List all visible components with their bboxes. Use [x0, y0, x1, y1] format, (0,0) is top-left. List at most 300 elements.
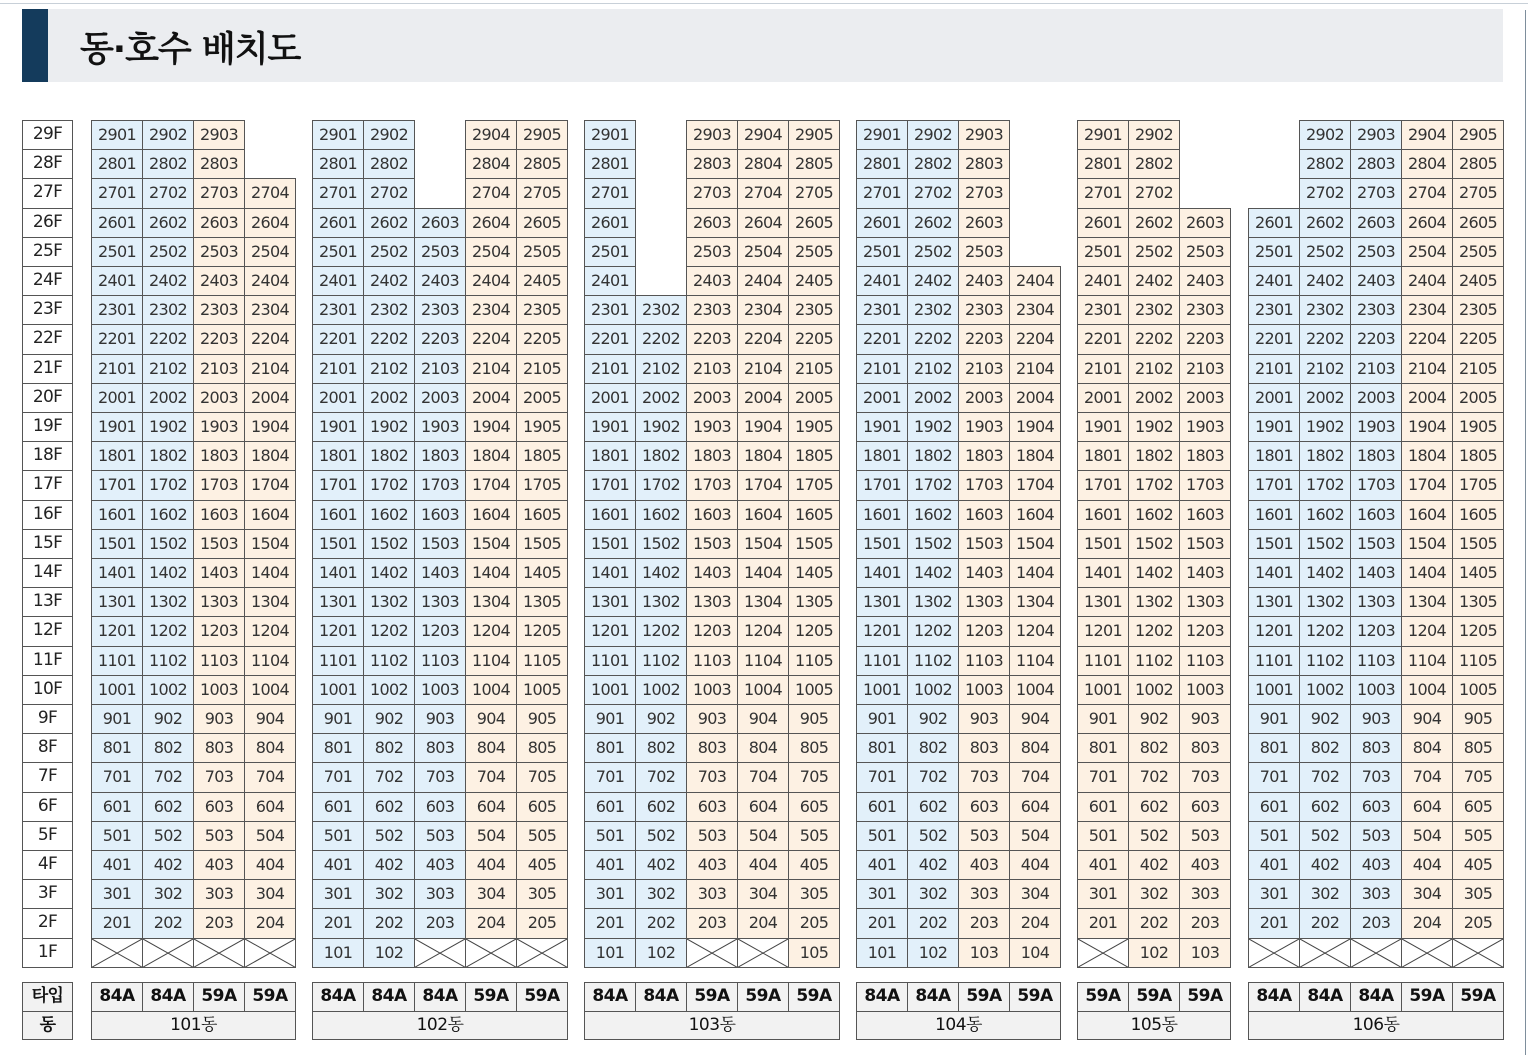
floor-label: 23F: [22, 295, 73, 325]
floor-label: 9F: [22, 704, 73, 734]
unit-cell: 2905: [516, 120, 568, 150]
unit-cell: 2104: [465, 354, 517, 384]
unit-cell: 805: [516, 733, 568, 763]
unit-cell: 2103: [958, 354, 1010, 384]
unit-cell: 2201: [1248, 324, 1300, 354]
unit-cell: 2801: [584, 149, 636, 179]
unit-cell: 401: [584, 850, 636, 880]
unit-cell: 2204: [465, 324, 517, 354]
unit-cell: 405: [1452, 850, 1504, 880]
unit-cell: 2602: [1299, 208, 1351, 238]
unit-cell: 2102: [635, 354, 687, 384]
unit-cell: 1301: [91, 587, 143, 617]
unit-cell-empty: [1350, 938, 1402, 968]
unit-cell: 1105: [1452, 646, 1504, 676]
unit-cell: 2501: [1077, 237, 1129, 267]
unit-cell: 1902: [635, 412, 687, 442]
unit-type-label: 59A: [958, 982, 1010, 1012]
unit-cell: 1403: [686, 558, 738, 588]
unit-cell: 602: [363, 792, 415, 822]
unit-cell: 404: [1009, 850, 1061, 880]
unit-cell: 202: [142, 908, 194, 938]
unit-cell: 2703: [1350, 178, 1402, 208]
unit-cell: 1101: [1248, 646, 1300, 676]
unit-cell: 1802: [142, 441, 194, 471]
unit-cell: 704: [1401, 762, 1453, 792]
unit-cell: 201: [91, 908, 143, 938]
unit-cell: 605: [1452, 792, 1504, 822]
unit-cell: 501: [91, 821, 143, 851]
unit-cell: 2102: [1128, 354, 1180, 384]
unit-cell: 1703: [686, 470, 738, 500]
unit-cell: 703: [958, 762, 1010, 792]
unit-cell: 1603: [1350, 500, 1402, 530]
unit-cell: 2604: [244, 208, 296, 238]
unit-cell: 1103: [193, 646, 245, 676]
unit-cell: 2802: [907, 149, 959, 179]
unit-cell: 204: [737, 908, 789, 938]
floor-label: 22F: [22, 324, 73, 354]
unit-cell: 1903: [1179, 412, 1231, 442]
unit-cell: 101: [856, 938, 908, 968]
unit-cell: 1203: [414, 616, 466, 646]
unit-cell: 1102: [1299, 646, 1351, 676]
unit-cell: 1702: [1299, 470, 1351, 500]
unit-cell: 303: [1350, 879, 1402, 909]
unit-cell: 1501: [856, 529, 908, 559]
unit-cell: 2301: [1077, 295, 1129, 325]
unit-cell: 601: [91, 792, 143, 822]
unit-cell: 1003: [414, 675, 466, 705]
unit-cell-empty: [686, 938, 738, 968]
unit-cell: 1602: [363, 500, 415, 530]
unit-cell: 2104: [1009, 354, 1061, 384]
unit-cell: 1901: [1077, 412, 1129, 442]
unit-cell: 1804: [244, 441, 296, 471]
unit-cell: 2204: [244, 324, 296, 354]
unit-cell: 2705: [788, 178, 840, 208]
unit-cell: 2902: [1128, 120, 1180, 150]
unit-cell: 703: [686, 762, 738, 792]
unit-cell: 305: [1452, 879, 1504, 909]
unit-cell: 2905: [788, 120, 840, 150]
unit-cell: 1803: [958, 441, 1010, 471]
unit-cell: 803: [1350, 733, 1402, 763]
unit-cell: 1201: [584, 616, 636, 646]
unit-cell: 2302: [1128, 295, 1180, 325]
unit-cell: 703: [193, 762, 245, 792]
no-unit-cross-icon: [143, 939, 193, 967]
unit-cell: 503: [686, 821, 738, 851]
unit-cell: 1601: [584, 500, 636, 530]
unit-cell: 2105: [516, 354, 568, 384]
unit-cell: 2802: [363, 149, 415, 179]
unit-cell: 1904: [1009, 412, 1061, 442]
unit-cell: 2003: [686, 383, 738, 413]
unit-cell: 1104: [244, 646, 296, 676]
unit-cell: 803: [193, 733, 245, 763]
unit-cell: 2603: [193, 208, 245, 238]
unit-cell: 1102: [363, 646, 415, 676]
unit-cell: 701: [1248, 762, 1300, 792]
unit-cell: 801: [1248, 733, 1300, 763]
unit-cell: 2102: [1299, 354, 1351, 384]
unit-cell: 2303: [1350, 295, 1402, 325]
unit-cell: 1302: [1128, 587, 1180, 617]
unit-cell: 2405: [516, 266, 568, 296]
unit-cell: 1905: [516, 412, 568, 442]
unit-cell: 501: [312, 821, 364, 851]
unit-cell: 604: [244, 792, 296, 822]
unit-cell: 2401: [856, 266, 908, 296]
unit-cell: 1702: [907, 470, 959, 500]
unit-cell: 2502: [363, 237, 415, 267]
unit-cell: 1803: [193, 441, 245, 471]
unit-cell: 1304: [1401, 587, 1453, 617]
unit-cell: 1002: [907, 675, 959, 705]
unit-cell: 1404: [1009, 558, 1061, 588]
unit-cell: 1503: [686, 529, 738, 559]
unit-cell: 1202: [1128, 616, 1180, 646]
unit-cell: 1902: [907, 412, 959, 442]
unit-cell: 2304: [1401, 295, 1453, 325]
unit-cell: 1701: [312, 470, 364, 500]
type-legend-label: 타입: [22, 982, 73, 1012]
unit-cell: 1705: [1452, 470, 1504, 500]
unit-cell: 701: [584, 762, 636, 792]
unit-cell: 2905: [1452, 120, 1504, 150]
unit-cell: 1903: [193, 412, 245, 442]
unit-cell: 301: [1077, 879, 1129, 909]
unit-cell: 2301: [856, 295, 908, 325]
unit-cell: 203: [686, 908, 738, 938]
unit-cell: 2103: [414, 354, 466, 384]
unit-cell: 2502: [907, 237, 959, 267]
unit-cell: 2205: [516, 324, 568, 354]
unit-cell: 602: [1128, 792, 1180, 822]
unit-cell: 205: [788, 908, 840, 938]
floor-label: 21F: [22, 354, 73, 384]
unit-type-label: 84A: [363, 982, 415, 1012]
unit-cell: 203: [414, 908, 466, 938]
unit-cell: 103: [958, 938, 1010, 968]
unit-cell: 1201: [1077, 616, 1129, 646]
unit-cell: 1601: [1248, 500, 1300, 530]
unit-cell: 505: [516, 821, 568, 851]
unit-cell: 2705: [1452, 178, 1504, 208]
unit-cell: 701: [312, 762, 364, 792]
unit-cell: 1205: [1452, 616, 1504, 646]
unit-cell-empty: [737, 938, 789, 968]
unit-cell: 2601: [91, 208, 143, 238]
unit-cell: 2502: [1299, 237, 1351, 267]
unit-cell: 1403: [958, 558, 1010, 588]
unit-cell: 2801: [1077, 149, 1129, 179]
unit-cell: 2101: [1248, 354, 1300, 384]
unit-cell: 2404: [244, 266, 296, 296]
unit-cell: 2305: [1452, 295, 1504, 325]
unit-cell: 2005: [516, 383, 568, 413]
unit-cell: 2105: [1452, 354, 1504, 384]
unit-cell: 1603: [414, 500, 466, 530]
unit-cell: 1303: [686, 587, 738, 617]
unit-type-label: 59A: [1009, 982, 1061, 1012]
unit-cell: 403: [1179, 850, 1231, 880]
unit-cell: 2001: [312, 383, 364, 413]
unit-cell: 503: [414, 821, 466, 851]
unit-cell: 1804: [737, 441, 789, 471]
unit-cell: 602: [907, 792, 959, 822]
unit-cell: 1904: [244, 412, 296, 442]
building-name: 104동: [856, 1011, 1061, 1040]
unit-cell: 602: [1299, 792, 1351, 822]
floor-label: 15F: [22, 529, 73, 559]
unit-type-label: 59A: [193, 982, 245, 1012]
unit-cell: 1704: [737, 470, 789, 500]
unit-cell: 2005: [788, 383, 840, 413]
unit-cell: 2403: [958, 266, 1010, 296]
unit-cell: 601: [312, 792, 364, 822]
unit-cell: 1905: [1452, 412, 1504, 442]
unit-cell: 1303: [1179, 587, 1231, 617]
unit-cell: 2304: [1009, 295, 1061, 325]
unit-cell: 804: [465, 733, 517, 763]
unit-cell: 1404: [244, 558, 296, 588]
unit-cell: 902: [1299, 704, 1351, 734]
unit-cell: 701: [1077, 762, 1129, 792]
unit-type-label: 59A: [1128, 982, 1180, 1012]
unit-cell: 304: [1401, 879, 1453, 909]
unit-cell: 2203: [686, 324, 738, 354]
unit-cell: 102: [363, 938, 415, 968]
unit-cell: 301: [856, 879, 908, 909]
unit-cell: 101: [584, 938, 636, 968]
unit-cell: 103: [1179, 938, 1231, 968]
unit-cell: 801: [856, 733, 908, 763]
unit-cell: 502: [1128, 821, 1180, 851]
unit-cell: 2803: [958, 149, 1010, 179]
unit-cell: 1601: [91, 500, 143, 530]
unit-cell: 104: [1009, 938, 1061, 968]
unit-cell: 604: [1401, 792, 1453, 822]
unit-cell: 2305: [516, 295, 568, 325]
unit-cell: 903: [1350, 704, 1402, 734]
unit-cell: 1401: [312, 558, 364, 588]
unit-cell: 2804: [465, 149, 517, 179]
unit-cell: 2002: [1299, 383, 1351, 413]
unit-cell: 802: [363, 733, 415, 763]
unit-cell: 2704: [465, 178, 517, 208]
unit-cell: 1204: [465, 616, 517, 646]
unit-cell: 2404: [465, 266, 517, 296]
unit-cell: 1705: [788, 470, 840, 500]
unit-cell: 1402: [635, 558, 687, 588]
unit-cell: 2601: [1248, 208, 1300, 238]
unit-cell: 2302: [1299, 295, 1351, 325]
unit-cell: 1201: [312, 616, 364, 646]
unit-cell: 1203: [686, 616, 738, 646]
unit-cell: 2101: [856, 354, 908, 384]
unit-cell: 2002: [363, 383, 415, 413]
unit-cell: 2004: [1009, 383, 1061, 413]
floor-label: 14F: [22, 558, 73, 588]
unit-cell: 2201: [1077, 324, 1129, 354]
unit-cell: 2104: [737, 354, 789, 384]
unit-cell: 2703: [958, 178, 1010, 208]
unit-cell: 1004: [1401, 675, 1453, 705]
unit-cell: 603: [958, 792, 1010, 822]
unit-cell: 504: [1009, 821, 1061, 851]
unit-cell: 2804: [737, 149, 789, 179]
unit-cell: 1704: [465, 470, 517, 500]
unit-cell: 2103: [193, 354, 245, 384]
unit-cell: 602: [635, 792, 687, 822]
unit-cell: 1002: [1128, 675, 1180, 705]
unit-cell: 2301: [312, 295, 364, 325]
unit-cell: 802: [1299, 733, 1351, 763]
unit-cell: 803: [958, 733, 1010, 763]
unit-cell: 201: [1077, 908, 1129, 938]
unit-cell: 2403: [1179, 266, 1231, 296]
unit-cell: 1605: [788, 500, 840, 530]
unit-cell: 1101: [1077, 646, 1129, 676]
unit-cell: 1602: [1128, 500, 1180, 530]
unit-cell: 1704: [1009, 470, 1061, 500]
unit-cell: 2501: [91, 237, 143, 267]
unit-type-label: 59A: [465, 982, 517, 1012]
unit-cell: 402: [142, 850, 194, 880]
unit-cell: 902: [363, 704, 415, 734]
unit-cell: 403: [1350, 850, 1402, 880]
unit-cell: 201: [312, 908, 364, 938]
unit-cell: 2604: [1401, 208, 1453, 238]
unit-cell: 1803: [414, 441, 466, 471]
unit-cell: 2404: [737, 266, 789, 296]
unit-cell: 2401: [1077, 266, 1129, 296]
unit-cell: 2104: [244, 354, 296, 384]
unit-cell: 2901: [584, 120, 636, 150]
unit-cell: 1004: [244, 675, 296, 705]
unit-cell: 2003: [1179, 383, 1231, 413]
unit-cell: 705: [788, 762, 840, 792]
unit-cell: 904: [244, 704, 296, 734]
unit-cell: 502: [142, 821, 194, 851]
unit-cell: 502: [907, 821, 959, 851]
unit-cell: 1704: [1401, 470, 1453, 500]
unit-cell: 302: [1128, 879, 1180, 909]
unit-cell: 2202: [635, 324, 687, 354]
unit-cell: 1402: [1299, 558, 1351, 588]
unit-cell: 703: [1179, 762, 1231, 792]
unit-cell: 2702: [1128, 178, 1180, 208]
unit-cell: 2702: [142, 178, 194, 208]
unit-cell: 2602: [1128, 208, 1180, 238]
unit-cell: 803: [414, 733, 466, 763]
unit-cell: 1602: [1299, 500, 1351, 530]
unit-cell: 702: [363, 762, 415, 792]
unit-cell: 301: [91, 879, 143, 909]
unit-cell: 102: [1128, 938, 1180, 968]
unit-cell: 604: [465, 792, 517, 822]
unit-cell: 1502: [907, 529, 959, 559]
unit-cell: 802: [635, 733, 687, 763]
unit-type-label: 84A: [414, 982, 466, 1012]
unit-cell: 1503: [958, 529, 1010, 559]
unit-cell: 1503: [1179, 529, 1231, 559]
unit-cell: 1303: [193, 587, 245, 617]
unit-type-label: 84A: [584, 982, 636, 1012]
unit-cell: 2002: [907, 383, 959, 413]
unit-cell: 2804: [1401, 149, 1453, 179]
unit-cell: 601: [856, 792, 908, 822]
unit-cell: 2303: [193, 295, 245, 325]
unit-cell: 2402: [907, 266, 959, 296]
unit-cell: 1202: [635, 616, 687, 646]
unit-cell: 2701: [91, 178, 143, 208]
unit-cell: 2801: [91, 149, 143, 179]
unit-cell: 1802: [363, 441, 415, 471]
unit-cell: 2603: [1179, 208, 1231, 238]
unit-cell: 2401: [1248, 266, 1300, 296]
unit-cell: 2904: [465, 120, 517, 150]
unit-cell: 2901: [856, 120, 908, 150]
unit-cell: 402: [363, 850, 415, 880]
unit-cell: 1504: [244, 529, 296, 559]
unit-cell: 503: [1350, 821, 1402, 851]
unit-cell: 2503: [958, 237, 1010, 267]
unit-cell-empty: [516, 938, 568, 968]
unit-cell: 905: [1452, 704, 1504, 734]
unit-cell: 1204: [737, 616, 789, 646]
unit-cell: 1003: [958, 675, 1010, 705]
unit-cell: 302: [142, 879, 194, 909]
unit-cell: 1403: [414, 558, 466, 588]
unit-cell-empty: [1299, 938, 1351, 968]
unit-cell: 2805: [516, 149, 568, 179]
unit-cell: 2003: [958, 383, 1010, 413]
unit-cell: 1904: [465, 412, 517, 442]
unit-cell: 704: [1009, 762, 1061, 792]
unit-cell: 2805: [1452, 149, 1504, 179]
unit-cell: 2904: [1401, 120, 1453, 150]
unit-cell: 1904: [1401, 412, 1453, 442]
no-unit-cross-icon: [517, 939, 567, 967]
unit-cell: 402: [1128, 850, 1180, 880]
unit-cell: 1704: [244, 470, 296, 500]
unit-cell: 2601: [584, 208, 636, 238]
unit-cell: 2304: [737, 295, 789, 325]
unit-cell: 2703: [686, 178, 738, 208]
unit-cell: 1701: [1077, 470, 1129, 500]
unit-type-label: 59A: [788, 982, 840, 1012]
floor-label: 7F: [22, 762, 73, 792]
unit-cell: 2201: [856, 324, 908, 354]
unit-cell: 2701: [312, 178, 364, 208]
unit-cell: 1304: [737, 587, 789, 617]
unit-cell: 901: [91, 704, 143, 734]
unit-cell: 1504: [465, 529, 517, 559]
unit-cell: 2502: [142, 237, 194, 267]
unit-cell: 1105: [788, 646, 840, 676]
unit-cell: 2101: [91, 354, 143, 384]
unit-cell: 1002: [363, 675, 415, 705]
unit-cell: 1105: [516, 646, 568, 676]
unit-cell: 303: [958, 879, 1010, 909]
page-title: 동·호수 배치도: [80, 30, 301, 70]
unit-type-label: 84A: [1248, 982, 1300, 1012]
unit-cell: 2502: [1128, 237, 1180, 267]
unit-cell: 205: [1452, 908, 1504, 938]
